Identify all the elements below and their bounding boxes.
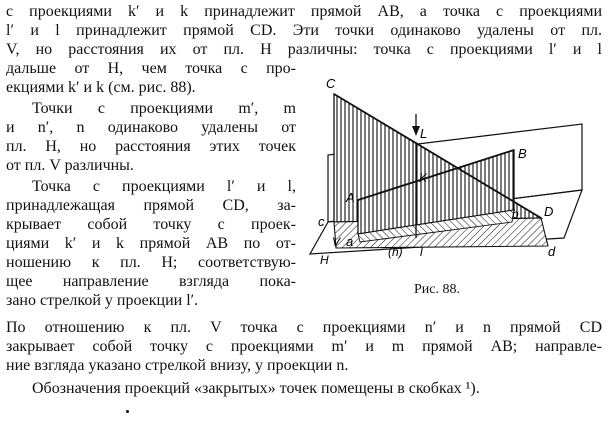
text-line-18: закрывает собой точку с проекциями m′ и m прямой AB; направле- xyxy=(6,338,602,355)
label-h-lower: (h) xyxy=(388,245,403,259)
label-l-upper: L xyxy=(420,126,428,141)
text-line-7: и n′, n одинаково удалены от xyxy=(6,119,296,136)
text-line-11: принадлежащая прямой CD, за- xyxy=(6,197,296,214)
text-line-12: крывает собой точку с проек- xyxy=(6,216,296,233)
stray-dot xyxy=(126,410,129,413)
text-line-20: Обозначения проекций «закрытых» точек помещены в скобках ¹). xyxy=(32,380,480,397)
text-line-15: щее направление взгляда пока- xyxy=(6,273,296,290)
label-b-lower: b xyxy=(512,207,519,221)
label-plane-h: H xyxy=(320,253,329,267)
arrow-down-icon xyxy=(412,126,420,136)
text-line-2: l′ и l принадлежит прямой CD. Эти точки одинаково удалены от пл. xyxy=(6,22,602,39)
label-b-upper: B xyxy=(518,146,527,161)
text-line-6: Точки с проекциями m′, m xyxy=(32,100,296,117)
text-line-1: с проекциями k′ и k принадлежит прямой AB, а точка с проекциями xyxy=(6,3,602,20)
text-line-19: ние взгляда указано стрелкой внизу, у проекции n. xyxy=(6,357,349,374)
text-line-9: от пл. V различны. xyxy=(6,157,134,174)
text-line-16: зано стрелкой у проекции l′. xyxy=(6,292,199,309)
label-plane-v: V xyxy=(332,235,341,249)
label-k-upper: K xyxy=(419,171,428,185)
label-a-upper: A xyxy=(346,190,355,205)
label-d-lower: d xyxy=(548,244,556,259)
text-line-10: Точка с проекциями l′ и l, xyxy=(32,178,296,195)
text-line-3: V, но расстояния их от пл. H различны: точка с проекциями l′ и l xyxy=(6,41,602,58)
text-line-8: пл. H, но расстояния этих точек xyxy=(6,138,296,155)
text-line-13: циями k′ и k прямой AB по от- xyxy=(6,235,296,252)
label-c-lower: c xyxy=(318,214,325,229)
label-a-lower: a xyxy=(346,234,354,249)
text-line-17: По отношению к пл. V точка с проекциями n′ и n прямой CD xyxy=(6,319,602,336)
text-line-4: дальше от H, чем точка с про- xyxy=(6,60,296,77)
figure-caption: Рис. 88. xyxy=(414,282,460,297)
label-l-lower: l xyxy=(420,245,423,259)
text-line-5: екциями k′ и k (см. рис. 88). xyxy=(6,79,196,96)
label-d-upper: D xyxy=(544,204,554,219)
text-line-14: ношению к пл. H; соответствую- xyxy=(6,254,296,271)
label-c-upper: C xyxy=(326,76,336,91)
